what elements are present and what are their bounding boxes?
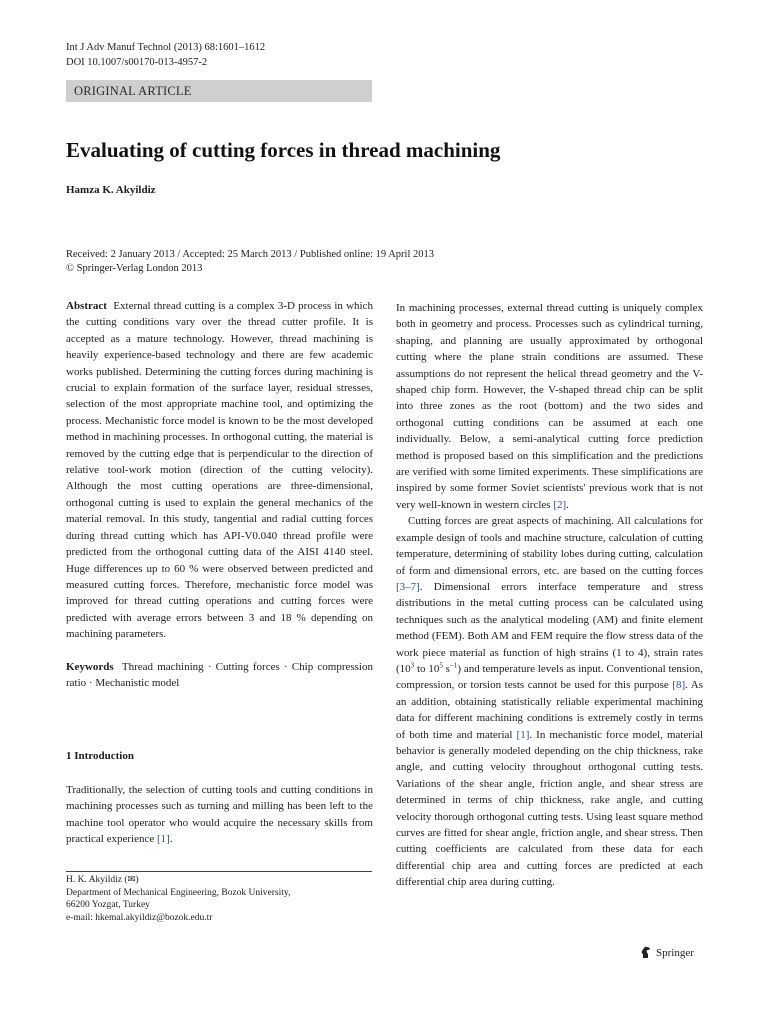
article-type-banner: ORIGINAL ARTICLE [66,80,372,102]
affiliation-name: H. K. Akyildiz (✉) [66,875,139,885]
left-column [66,298,373,691]
publisher-logo [640,946,694,959]
reference-link[interactable]: [2] [553,498,567,511]
copyright-icon: © [66,263,74,274]
received-line: Received: 2 January 2013 / Accepted: 25 March 2013 / Published online: 19 April 2013 [66,249,435,260]
affiliation-city: 66200 Yozgat, Turkey [66,900,150,910]
doi-line: DOI 10.1007/s00170-013-4957-2 [66,57,208,68]
affiliation-email[interactable]: e-mail: hkemal.akyildiz@bozok.edu.tr [66,912,213,923]
reference-link[interactable]: [1] [516,728,530,741]
publisher-name: Springer [656,946,694,959]
reference-link[interactable]: [3–7] [396,580,420,593]
abstract-text: External thread cutting is a complex 3-D process in which the cutting conditions vary over the thread cutter profile. It is accepted as a mature technology. However, thread machining is heavily experience-based technology and there are few academic works published. Determining the cutting forces during machining is crucial to explain formation of the surface layer, residual stresses, selection of the most appropriate machine tool, and optimizing the process. Mechanistic force model is known to be the most developed method in machining processes. In orthogonal cutting, the material is removed by the cutting edge that is perpendicular to the direction of relative tool-work motion (direction of the cutting velocity). Although the most cutting operations are three-dimensional, orthogonal cutting is used to explain the general mechanics of the material removal. In this study, tangential and radial cutting forces during thread cutting which has API-V0.040 thread profile were predicted from the orthogonal cutting data of the AISI 4140 steel. Huge differences up to 60 % were observed between predicted and measured cutting forces. Therefore, mechanistic force model was improved for thread cutting operations and cutting forces were predicted with average errors between 3 and 18 % depending on machining parameters. [66,300,373,641]
springer-horse-icon [640,946,652,959]
affiliation-dept: Department of Mechanical Engineering, Bozok University, [66,887,291,898]
copyright-line: © Springer-Verlag London 2013 [66,263,203,274]
journal-line: Int J Adv Manuf Technol (2013) 68:1601–1612 [66,42,266,53]
publication-dates [66,248,434,276]
keywords [66,659,373,692]
right-column [396,300,703,891]
author-affiliation [66,874,290,924]
author-name: Hamza K. Akyildiz [66,184,156,196]
abstract [66,298,373,643]
right-paragraph-2: Cutting forces are great aspects of machining. All calculations for example design of tools and machine structure, calculation of cutting temperature, determining of stability lobes during cutting, calculation of form and dimensional errors, etc. are based on the cutting forces [3–7]. Dimensional errors interface temperature and stress distributions in the metal cutting process can be calculated using techniques such as the analytical modeling (AM) and finite element method (FEM). Both AM and FEM require the flow stress data of the work piece material as function of high strains (1 to 4), strain rates ($10^3$ to $10^5$ $s^{-1}$) and temperature levels as input. Conventional tension, compression, or torsion tests cannot be used for this purpose [8]. As an addition, obtaining statistically reliable experimental machining data for different machining conditions is extremely costly in terms of both time and material [1]. In mechanistic force model, material behavior is generally modeled depending on the chip thickness, rake angle, and cutting velocity throughout orthogonal cutting tests. Variations of the shear angle, friction angle, and shear stress are determined in terms of chip thickness, rake angle, and cutting velocity thorough orthogonal cutting tests. Using least square method curves are fitted for shear angle, friction angle, and shear stress. Then cutting coefficients are calculated from these data for each differential chip area and cutting forces are predicted at each differential chip area during cutting. [396,515,704,889]
right-paragraph-1: In machining processes, external thread cutting is uniquely complex both in geometry and process. Processes such as cylindrical turning, shaping, and planning are usually approximated by orthogonal cutting where the plane strain conditions are assumed. These assumptions do not represent the helical thread geometry and the V-shaped chip form. However, the V-shaped thread chip can be split into three zones as the root (bottom) and the two sides and orthogonal cutting conditions can be assumed at each one individually. Below, a semi-analytical cutting force prediction method is proposed based on this simplification and the predictions are verified with some limited experiments. These simplifications are inspired by some former Soviet scientists' previous work that is not very well-known in western circles [2]. [396,302,703,511]
footnote-divider [66,871,372,872]
keywords-label: Keywords [66,660,114,673]
page-title: Evaluating of cutting forces in thread machining [66,138,501,162]
reference-link[interactable]: [8] [672,679,686,692]
keywords-text: Thread machining · Cutting forces · Chip compression ratio · Mechanistic model [66,660,373,689]
section-heading-introduction: 1 Introduction [66,750,134,762]
intro-paragraph: Traditionally, the selection of cutting tools and cutting conditions in machining processes such as turning and milling has been left to the machine tool operator who would acquire the necessary skills from practical experience [1]. [66,784,373,846]
envelope-icon[interactable]: ✉ [127,875,136,885]
abstract-label: Abstract [66,300,107,312]
journal-citation [66,40,265,70]
reference-link[interactable]: [1] [157,833,170,846]
